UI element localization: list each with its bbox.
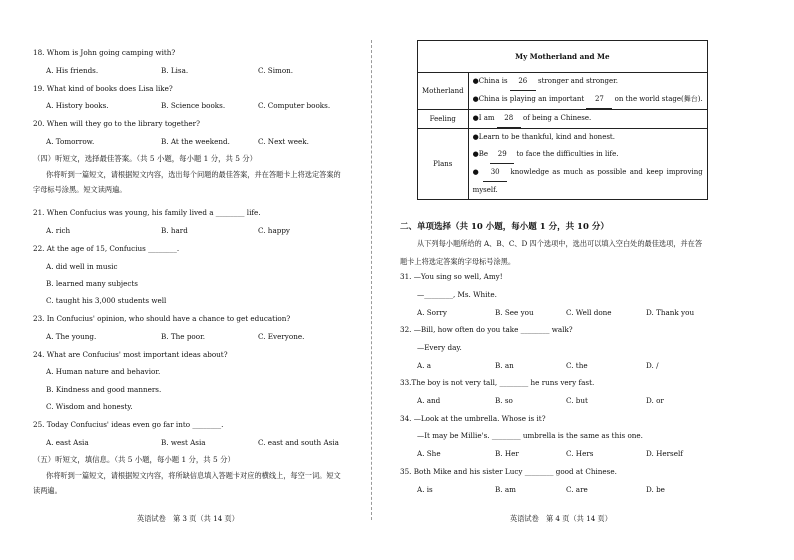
option-b: B. Lisa. — [161, 66, 189, 75]
left-page — [33, 0, 353, 560]
plans-cell — [468, 129, 707, 200]
motherland-table — [417, 40, 708, 200]
question-22-option-b: B. learned many subjects — [46, 279, 138, 288]
option-d: D. Thank you — [646, 308, 695, 317]
plans-label: Plans — [418, 129, 469, 200]
blank-27[interactable]: 27 — [586, 91, 612, 109]
question-23: 23. In Confucius' opinion, who should have a chance to get education? — [33, 314, 291, 323]
section-5-instruction: 你将听到一篇短文，请根据短文内容，将所缺信息填入答题卡对应的横线上，每空一词。短文读两遍。 — [33, 471, 341, 495]
option-c: C. but — [566, 396, 588, 405]
question-33: 33.The boy is not very tall, ________ he runs very fast. — [400, 378, 595, 387]
page-footer-3: 英语试卷 第 3 页（共 14 页） — [137, 514, 239, 523]
section-2-heading: 二、单项选择（共 10 小题，每小题 1 分，共 10 分） — [400, 222, 609, 232]
option-a: A. Tomorrow. — [46, 137, 95, 146]
blank-29[interactable]: 29 — [490, 146, 514, 164]
section-4-heading: （四）听短文，选择最佳答案。（共 5 小题，每小题 1 分，共 5 分） — [33, 154, 258, 163]
question-18: 18. Whom is John going camping with? — [33, 48, 176, 57]
option-c: C. Well done — [566, 308, 612, 317]
question-32-reply: —Every day. — [417, 343, 462, 352]
option-d: D. / — [646, 361, 659, 370]
option-c: C. Everyone. — [258, 332, 305, 341]
option-b: B. an — [495, 361, 514, 370]
feeling-line-1: ●I am 28 of being a Chinese. — [473, 110, 703, 128]
page-footer-4: 英语试卷 第 4 页（共 14 页） — [510, 514, 612, 523]
question-24-option-c: C. Wisdom and honesty. — [46, 402, 133, 411]
option-b: B. The poor. — [161, 332, 205, 341]
option-a: A. rich — [46, 226, 71, 235]
question-34-reply: —It may be Millie's. ________ umbrella is the same as this one. — [417, 431, 643, 440]
question-21: 21. When Confucius was young, his family lived a ________ life. — [33, 208, 261, 217]
motherland-line-1: ●China is 26 stronger and stronger. — [473, 73, 703, 91]
question-20: 20. When will they go to the library together? — [33, 119, 200, 128]
option-c: C. the — [566, 361, 588, 370]
option-b: B. Science books. — [161, 101, 226, 110]
option-c: C. are — [566, 485, 588, 494]
option-a: A. History books. — [46, 101, 109, 110]
option-b: B. so — [495, 396, 513, 405]
option-b: B. west Asia — [161, 438, 206, 447]
section-5-heading: （五）听短文，填信息。（共 5 小题，每小题 1 分，共 5 分） — [33, 455, 235, 464]
blank-26[interactable]: 26 — [510, 73, 536, 91]
page-divider — [371, 40, 372, 520]
option-a: A. She — [417, 449, 441, 458]
question-35: 35. Both Mike and his sister Lucy ________ good at Chinese. — [400, 467, 617, 476]
option-a: A. and — [417, 396, 441, 405]
blank-28[interactable]: 28 — [497, 110, 521, 128]
option-c: C. east and south Asia — [258, 438, 339, 447]
option-b: B. hard — [161, 226, 188, 235]
right-page — [400, 0, 775, 560]
option-a: A. is — [417, 485, 433, 494]
question-25: 25. Today Confucius' ideas even go far into ________. — [33, 420, 224, 429]
option-c: C. Computer books. — [258, 101, 331, 110]
question-31: 31. —You sing so well, Amy! — [400, 272, 503, 281]
section-4-instruction: 你将听到一篇短文，请根据短文内容，选出每个问题的最佳答案，并在答题卡上将选定答案的字母标号涂黑。短文读两遍。 — [33, 170, 341, 194]
option-c: C. Next week. — [258, 137, 309, 146]
blank-30[interactable]: 30 — [483, 164, 507, 182]
question-24-option-b: B. Kindness and good manners. — [46, 385, 162, 394]
plans-line-2: ●Be 29 to face the difficulties in life. — [473, 146, 703, 164]
feeling-label: Feeling — [418, 110, 469, 129]
option-a: A. a — [417, 361, 432, 370]
option-c: C. Hers — [566, 449, 594, 458]
motherland-label: Motherland — [418, 73, 469, 110]
section-2-instruction: 从下列每小题所给的 A、B、C、D 四个选项中，选出可以填入空白处的最佳选项，并在答题卡上将选定答案的字母标号涂黑。 — [400, 239, 703, 266]
option-d: D. or — [646, 396, 664, 405]
question-32: 32. —Bill, how often do you take ________ walk? — [400, 325, 573, 334]
option-d: D. Herself — [646, 449, 683, 458]
option-c: C. Simon. — [258, 66, 294, 75]
plans-line-1: ●Learn to be thankful, kind and honest. — [472, 133, 615, 141]
question-22-option-a: A. did well in music — [46, 262, 118, 271]
question-31-reply: —________, Ms. White. — [417, 290, 497, 299]
option-a: A. east Asia — [46, 438, 89, 447]
option-b: B. am — [495, 485, 516, 494]
option-b: B. At the weekend. — [161, 137, 230, 146]
option-b: B. See you — [495, 308, 534, 317]
option-a: A. Sorry — [417, 308, 447, 317]
feeling-cell — [468, 110, 707, 129]
question-24: 24. What are Confucius' most important ideas about? — [33, 350, 228, 359]
question-22-option-c: C. taught his 3,000 students well — [46, 296, 167, 305]
question-22: 22. At the age of 15, Confucius ________. — [33, 244, 180, 253]
question-34: 34. —Look at the umbrella. Whose is it? — [400, 414, 546, 423]
option-a: A. The young. — [46, 332, 97, 341]
table-title: My Motherland and Me — [418, 41, 708, 73]
question-24-option-a: A. Human nature and behavior. — [46, 367, 161, 376]
option-d: D. be — [646, 485, 665, 494]
motherland-line-2: ●China is playing an important 27 on the world stage(舞台). — [473, 91, 703, 109]
plans-line-3: ● 30 knowledge as much as possible and keep improving myself. — [473, 164, 703, 199]
option-b: B. Her — [495, 449, 519, 458]
question-19: 19. What kind of books does Lisa like? — [33, 84, 173, 93]
option-a: A. His friends. — [46, 66, 99, 75]
motherland-cell — [468, 73, 707, 110]
option-c: C. happy — [258, 226, 290, 235]
